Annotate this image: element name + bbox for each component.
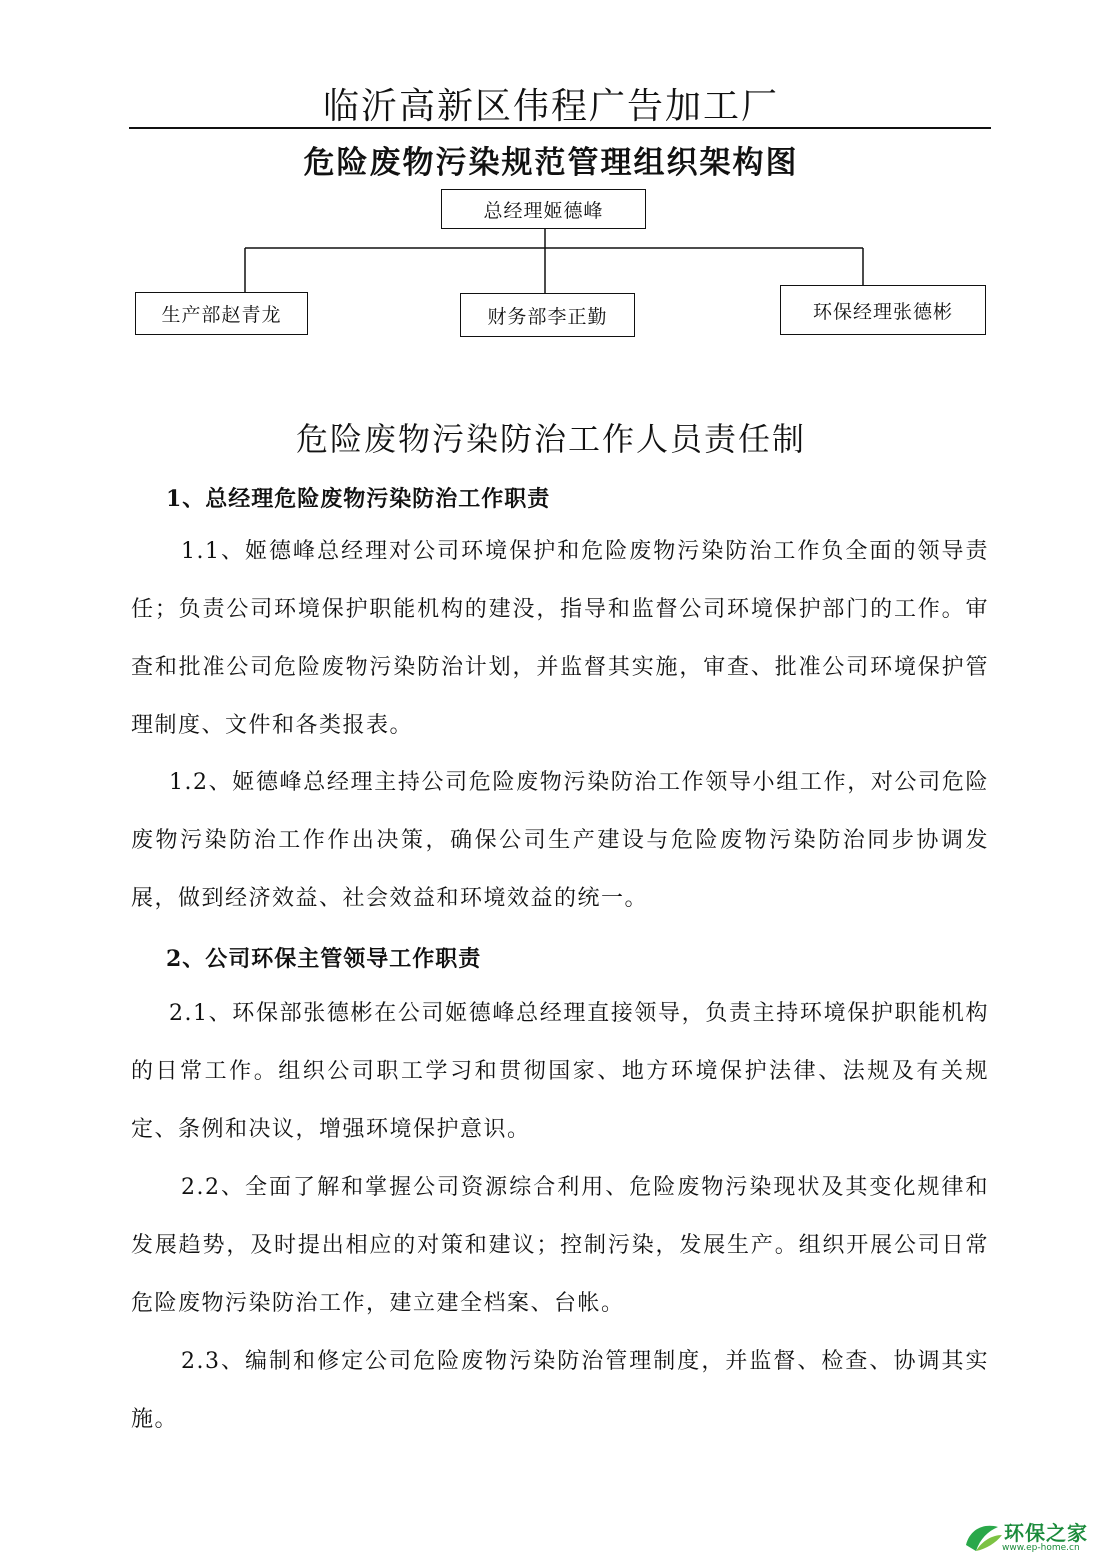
section-heading: 2、公司环保主管领导工作职责 — [166, 946, 482, 972]
responsibility-title: 危险废物污染防治工作人员责任制 — [295, 420, 806, 458]
section-heading: 1、总经理危险废物污染防治工作职责 — [166, 486, 551, 512]
paragraph: 1.1、姬德峰总经理对公司环境保护和危险废物污染防治工作负全面的领导责任；负责公司环境保护职能机构的建没，指导和监督公司环境保护部门的工作。审查和批准公司危险废物污染防治计划，并监督其实施，审查、批准公司环境保护管理制度、文件和各类报表。 — [131, 539, 989, 738]
org-chart-title: 危险废物污染规范管理组织架构图 — [303, 145, 799, 181]
watermark-url: www.ep-home.cn — [1002, 1543, 1080, 1553]
org-box-production: 生产部赵青龙 — [135, 292, 308, 335]
org-box-finance: 财务部李正勤 — [460, 293, 635, 337]
org-box-general-manager: 总经理姬德峰 — [441, 189, 646, 229]
org-box-environment: 环保经理张德彬 — [780, 285, 986, 335]
paragraph: 2.2、全面了解和掌握公司资源综合利用、危险废物污染现状及其变化规律和发展趋势，及时提出相应的对策和建议；控制污染，发展生产。组织开展公司日常危险废物污染防治工作，建立建全档案、台帐。 — [131, 1175, 989, 1316]
paragraph: 2.3、编制和修定公司危险废物污染防治管理制度，并监督、检查、协调其实施。 — [131, 1349, 989, 1432]
paragraph: 2.1、环保部张德彬在公司姬德峰总经理直接领导，负责主持环境保护职能机构的日常工作。组织公司职工学习和贯彻国家、地方环境保护法律、法规及有关规定、条例和决议，增强环境保护意识。 — [131, 1001, 989, 1142]
company-name: 临沂高新区伟程广告加工厂 — [322, 86, 779, 127]
paragraph: 1.2、姬德峰总经理主持公司危险废物污染防治工作领导小组工作，对公司危险废物污染防治工作作出决策，确保公司生产建设与危险废物污染防治同步协调发展，做到经济效益、社会效益和环境效益的统一。 — [131, 770, 989, 911]
watermark-name: 环保之家 — [1004, 1521, 1088, 1545]
